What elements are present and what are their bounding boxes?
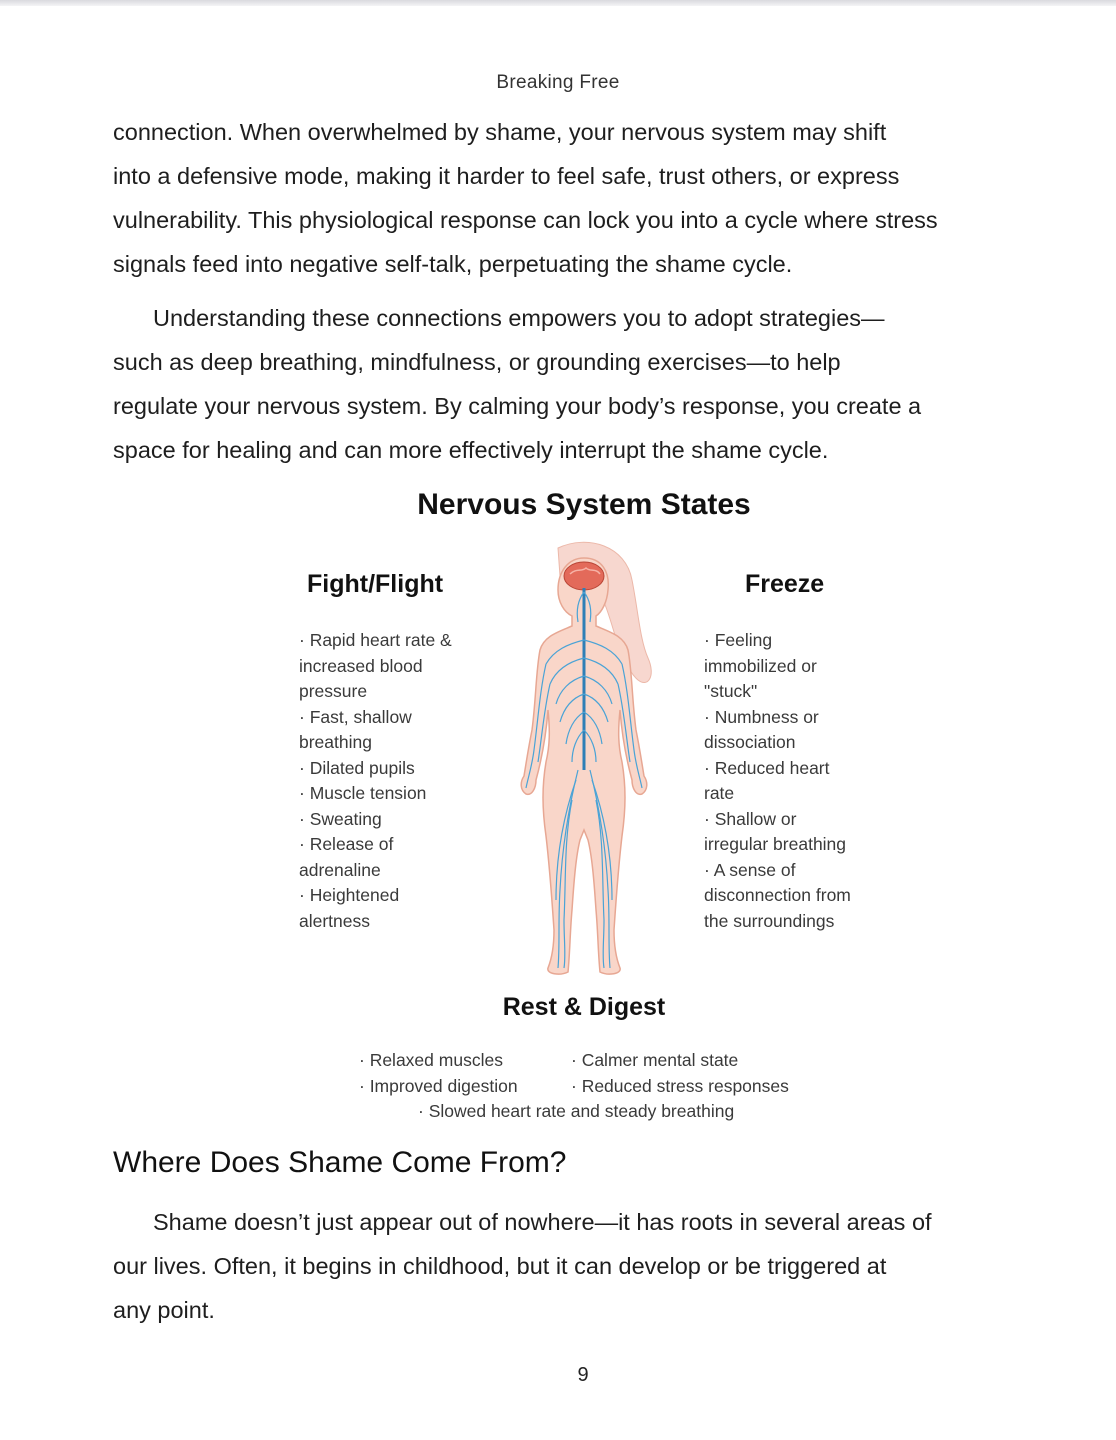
nervous-system-body-icon bbox=[498, 540, 668, 980]
list-line: · A sense of bbox=[704, 859, 796, 880]
text-line: Shame doesn’t just appear out of nowhere—it has roots in several areas of bbox=[153, 1209, 932, 1235]
list-line: the surroundings bbox=[704, 910, 835, 931]
list-line: · Release of bbox=[299, 834, 394, 854]
rest-digest-item: · Relaxed muscles bbox=[359, 1050, 503, 1070]
freeze-heading: Freeze bbox=[745, 570, 825, 598]
list-line: · Rapid heart rate & bbox=[299, 630, 452, 650]
list-line: rate bbox=[704, 783, 735, 803]
rest-digest-item: · Reduced stress responses bbox=[571, 1076, 789, 1096]
viewer-top-edge bbox=[0, 0, 1116, 6]
text-line: Understanding these connections empowers you to adopt strategies— bbox=[153, 305, 885, 331]
freeze-list bbox=[704, 628, 884, 934]
text-line: vulnerability. This physiological response can lock you into a cycle where stress bbox=[113, 207, 938, 233]
text-line: connection. When overwhelmed by shame, your nervous system may shift bbox=[113, 119, 887, 145]
list-line: · Sweating bbox=[299, 808, 382, 829]
rest-digest-heading: Rest & Digest bbox=[502, 993, 666, 1021]
list-line: pressure bbox=[299, 681, 368, 701]
rest-digest-item: · Calmer mental state bbox=[571, 1050, 739, 1070]
list-line: irregular breathing bbox=[704, 834, 847, 854]
brain-shape bbox=[564, 562, 604, 590]
text-line: such as deep breathing, mindfulness, or grounding exercises—to help bbox=[113, 349, 841, 375]
list-line: · Shallow or bbox=[704, 808, 797, 829]
text-line: any point. bbox=[113, 1297, 215, 1323]
list-line: disconnection from bbox=[704, 885, 851, 905]
text-line: into a defensive mode, making it harder to feel safe, trust others, or express bbox=[113, 163, 900, 189]
list-line: "stuck" bbox=[704, 681, 758, 701]
text-line: regulate your nervous system. By calming your body’s response, you create a bbox=[113, 393, 922, 419]
running-header: Breaking Free bbox=[496, 72, 620, 93]
list-line: alertness bbox=[299, 910, 371, 931]
rest-digest-item: · Slowed heart rate and steady breathing bbox=[418, 1101, 735, 1121]
text-line: space for healing and can more effectively interrupt the shame cycle. bbox=[113, 437, 829, 463]
list-line: · Reduced heart bbox=[704, 757, 830, 778]
list-line: dissociation bbox=[704, 732, 796, 752]
paragraph-2 bbox=[113, 296, 1063, 472]
section-heading: Where Does Shame Come From? bbox=[113, 1146, 567, 1179]
list-line: · Dilated pupils bbox=[299, 757, 415, 778]
page-number: 9 bbox=[577, 1364, 589, 1386]
text-line: our lives. Often, it begins in childhood, but it can develop or be triggered at bbox=[113, 1253, 887, 1279]
list-line: · Feeling bbox=[704, 630, 773, 650]
paragraph-3 bbox=[113, 1200, 1063, 1332]
rest-digest-item: · Improved digestion bbox=[359, 1076, 518, 1096]
list-line: increased blood bbox=[299, 655, 423, 676]
fight-flight-heading: Fight/Flight bbox=[307, 570, 444, 598]
fight-flight-list bbox=[299, 628, 474, 934]
list-line: · Numbness or bbox=[704, 706, 819, 727]
list-line: · Muscle tension bbox=[299, 783, 427, 803]
list-line: adrenaline bbox=[299, 859, 381, 880]
paragraph-1 bbox=[113, 110, 1063, 286]
text-line: signals feed into negative self-talk, perpetuating the shame cycle. bbox=[113, 251, 793, 277]
list-line: · Fast, shallow bbox=[299, 706, 412, 727]
list-line: · Heightened bbox=[299, 885, 400, 905]
list-line: immobilized or bbox=[704, 655, 817, 676]
list-line: breathing bbox=[299, 732, 372, 752]
diagram-title: Nervous System States bbox=[417, 488, 751, 521]
